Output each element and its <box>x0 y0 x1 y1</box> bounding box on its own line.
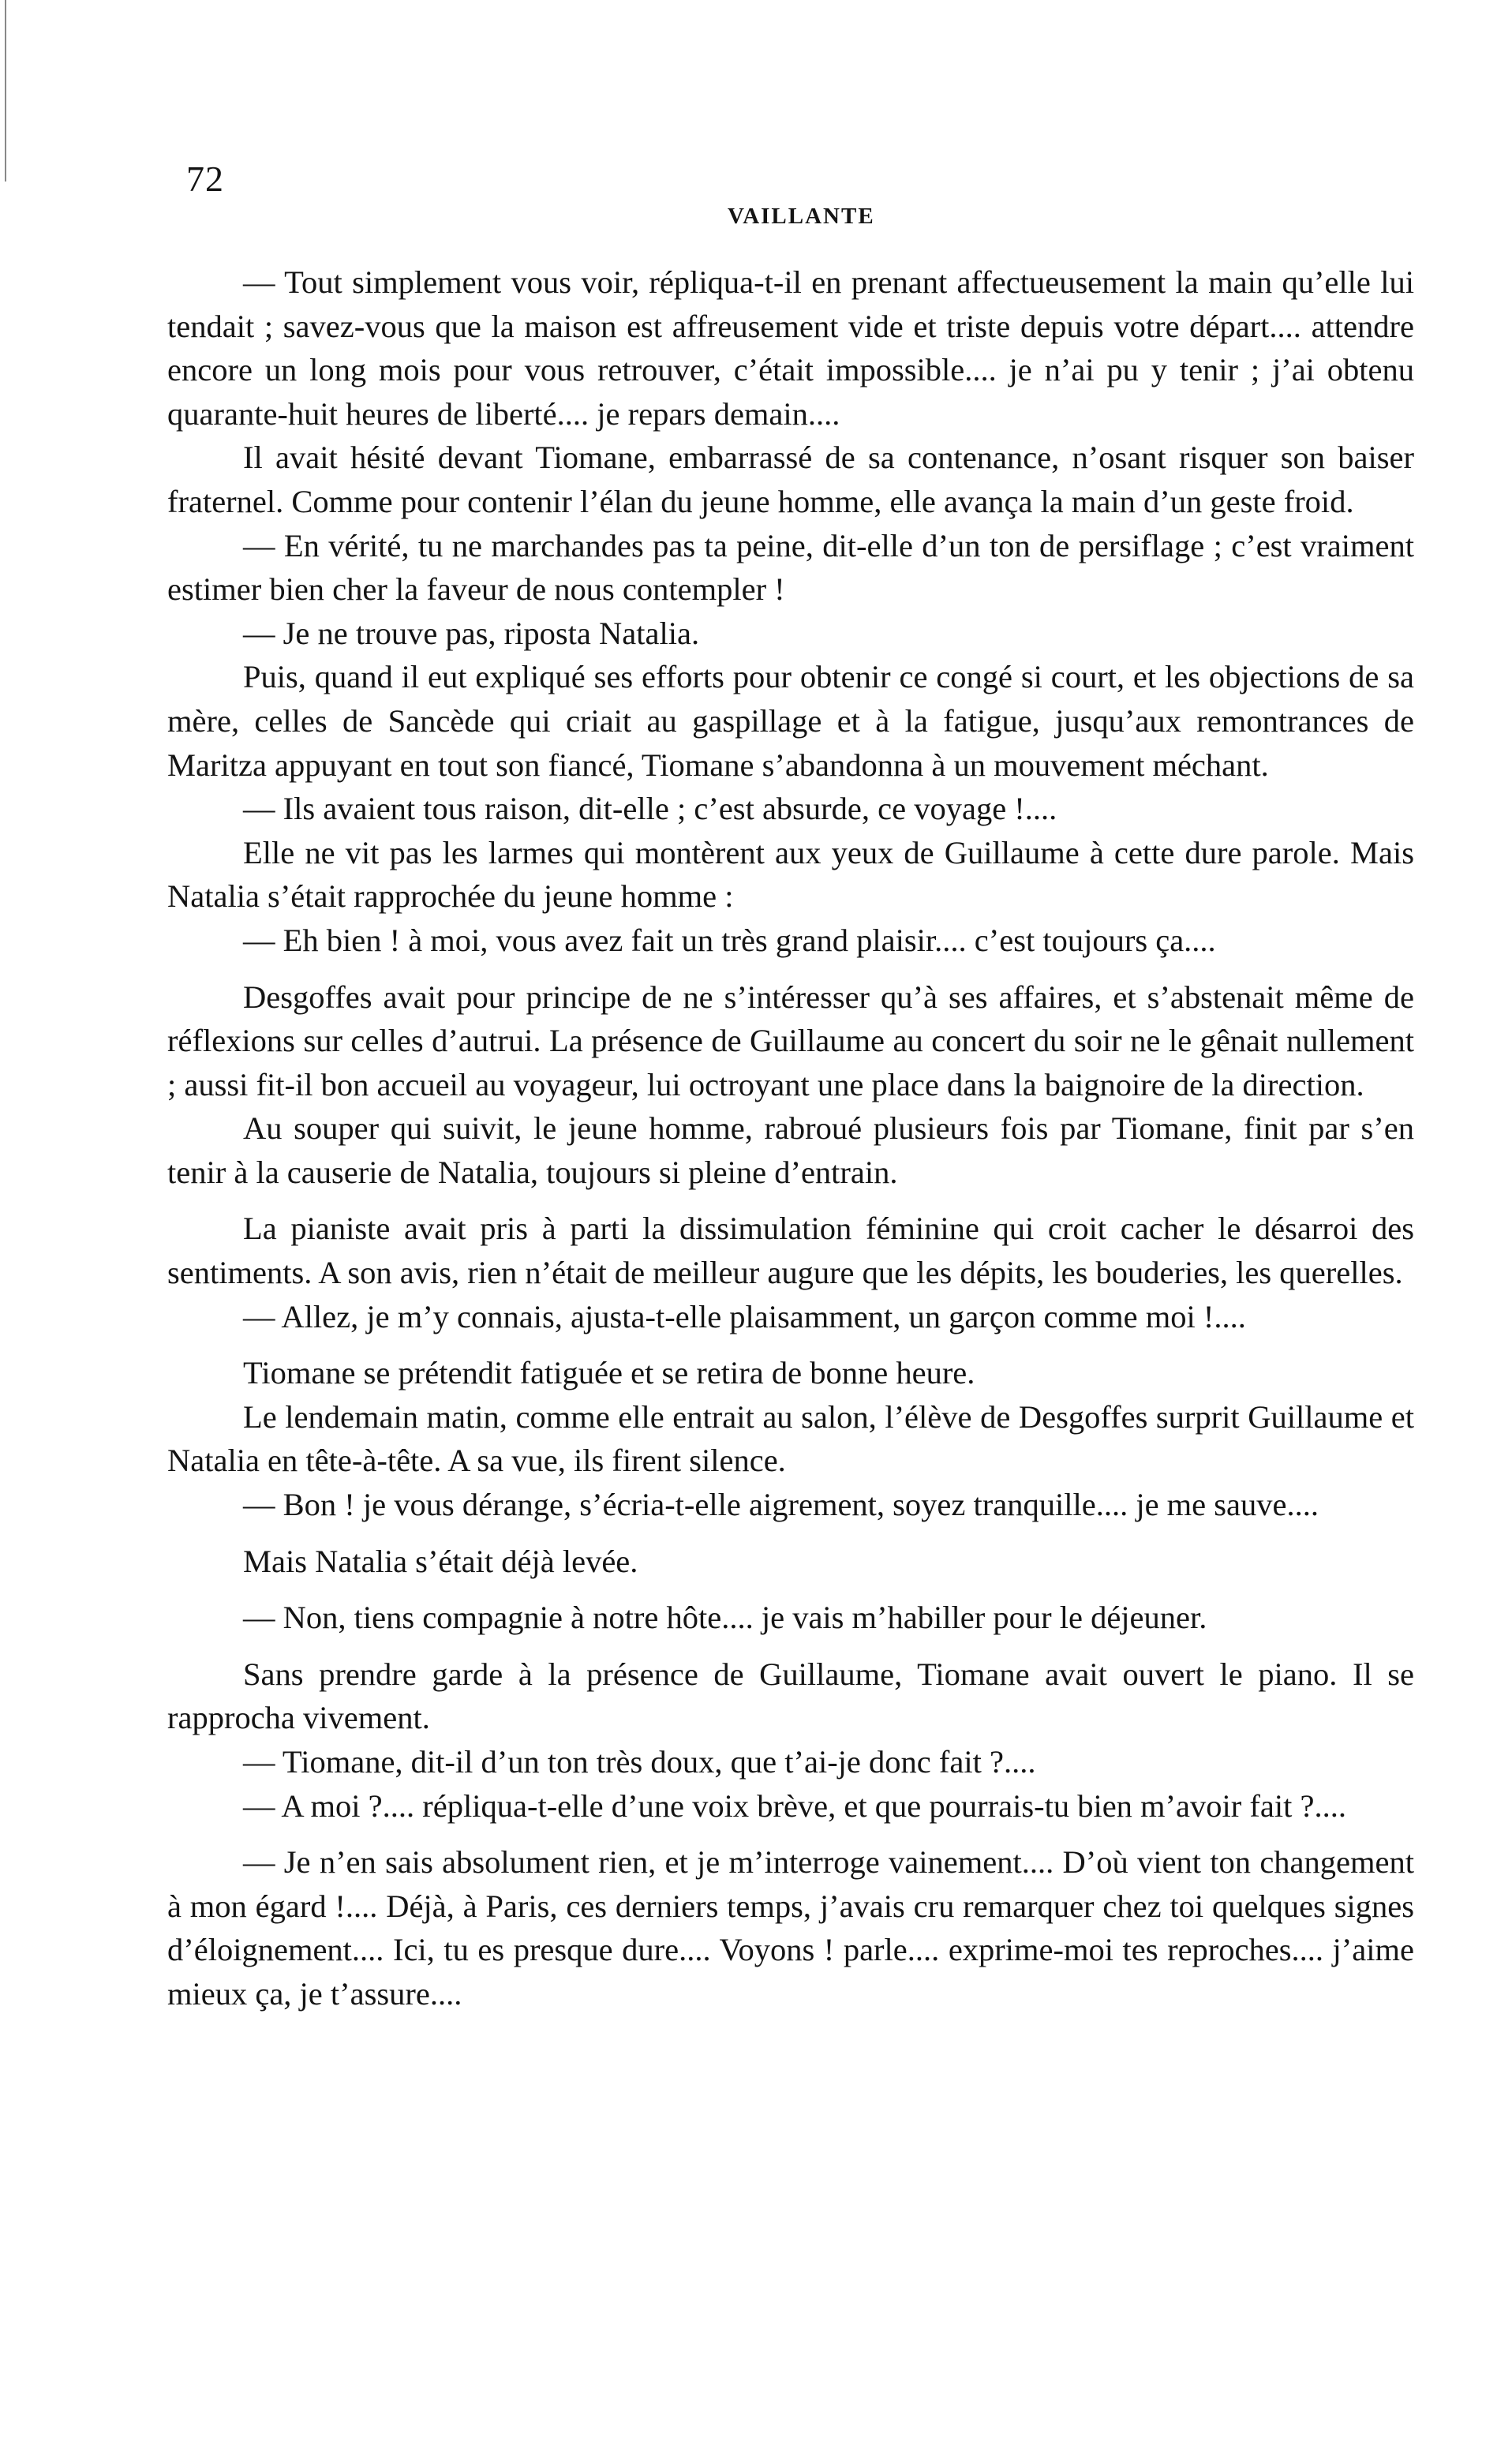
paragraph: — Ils avaient tous raison, dit-elle ; c’est absurde, ce voyage !.... <box>243 791 1057 827</box>
paragraph: — Je n’en sais absolument rien, et je m’interroge vainement.... D’où vient ton changement à mon égard !.... Déjà, à Paris, ces derniers temps, j’avais cru remarquer chez toi quelques signes d’éloignement.... Ici, tu es presque dure.... Voyons ! parle.... exprime-moi tes reproches.... j’aime mieux ça, je t’assure.... <box>167 1844 1414 2012</box>
paragraph: Il avait hésité devant Tiomane, embarrassé de sa contenance, n’osant risquer son baiser fraternel. Comme pour contenir l’élan du jeune homme, elle avança la main d’un geste froid. <box>167 440 1414 519</box>
paragraph: — Allez, je m’y connais, ajusta-t-elle plaisamment, un garçon comme moi !.... <box>243 1298 1246 1334</box>
paragraph: — Tout simplement vous voir, répliqua-t-il en prenant affectueusement la main qu’elle lui tendait ; savez-vous que la maison est affreusement vide et triste depuis votre départ.... attendre encore un long mois pour vous retrouver, c’était impossible.... je n’ai pu y tenir ; j’ai obtenu quarante-huit heures de liberté.... je repars demain.... <box>167 264 1414 432</box>
paragraph: Tiomane se prétendit fatiguée et se retira de bonne heure. <box>243 1355 975 1391</box>
paragraph: — Bon ! je vous dérange, s’écria-t-elle aigrement, soyez tranquille.... je me sauve.... <box>243 1487 1319 1523</box>
paragraph: — En vérité, tu ne marchandes pas ta peine, dit-elle d’un ton de persiflage ; c’est vraiment estimer bien cher la faveur de nous contempler ! <box>167 527 1414 608</box>
page-number: 72 <box>186 159 224 199</box>
paragraph: — Eh bien ! à moi, vous avez fait un très grand plaisir.... c’est toujours ça.... <box>243 922 1216 958</box>
paragraph: Sans prendre garde à la présence de Guillaume, Tiomane avait ouvert le piano. Il se rapprocha vivement. <box>167 1656 1414 1736</box>
paragraph: Desgoffes avait pour principe de ne s’intéresser qu’à ses affaires, et s’abstenait même de réflexions sur celles d’autrui. La présence de Guillaume au concert du soir ne le gênait nullement ; aussi fit-il bon accueil au voyageur, lui octroyant une place dans la baignoire de la direction. <box>167 979 1414 1102</box>
paragraph: — Tiomane, dit-il d’un ton très doux, que t’ai-je donc fait ?.... <box>243 1744 1036 1780</box>
paragraph: Elle ne vit pas les larmes qui montèrent aux yeux de Guillaume à cette dure parole. Mais Natalia s’était rapprochée du jeune homme : <box>167 834 1414 915</box>
running-title: VAILLANTE <box>728 204 875 229</box>
paragraph: Mais Natalia s’était déjà levée. <box>243 1543 638 1579</box>
page-header <box>0 158 1512 229</box>
paragraph: La pianiste avait pris à parti la dissimulation féminine qui croit cacher le désarroi des sentiments. A son avis, rien n’était de meilleur augure que les dépits, les bouderies, les querelles. <box>167 1211 1414 1291</box>
paragraph: Le lendemain matin, comme elle entrait au salon, l’élève de Desgoffes surprit Guillaume et Natalia en tête-à-tête. A sa vue, ils firent silence. <box>167 1398 1414 1479</box>
paragraph: Au souper qui suivit, le jeune homme, rabroué plusieurs fois par Tiomane, finit par s’en tenir à la causerie de Natalia, toujours si pleine d’entrain. <box>167 1110 1414 1190</box>
paragraph: — Non, tiens compagnie à notre hôte.... je vais m’habiller pour le déjeuner. <box>243 1600 1207 1636</box>
paragraph: Puis, quand il eut expliqué ses efforts pour obtenir ce congé si court, et les objections de sa mère, celles de Sancède qui criait au gaspillage et à la fatigue, jusqu’aux remontrances de Maritza appuyant en tout son fiancé, Tiomane s’abandonna à un mouvement méchant. <box>167 659 1414 783</box>
paragraph: — A moi ?.... répliqua-t-elle d’une voix brève, et que pourrais-tu bien m’avoir fait ?.... <box>243 1787 1346 1824</box>
body-text <box>167 260 1414 2016</box>
paragraph: — Je ne trouve pas, riposta Natalia. <box>243 615 700 651</box>
page-edge-mark <box>5 0 6 182</box>
